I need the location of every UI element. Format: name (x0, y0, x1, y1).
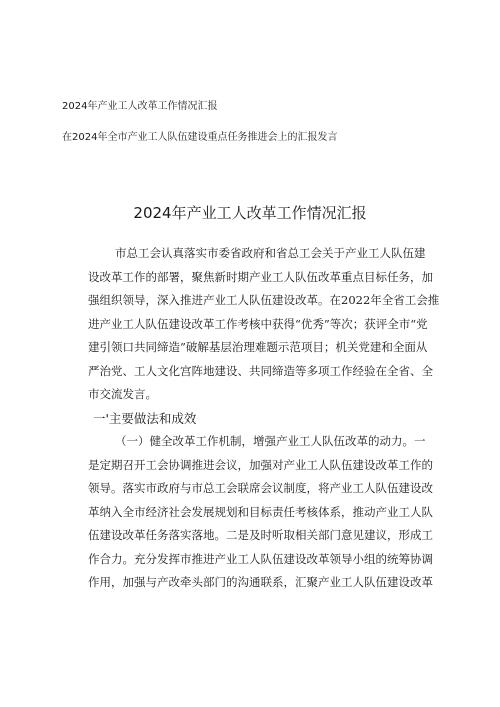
document-body (88, 242, 450, 595)
paragraph-line: 设改革工作的部署，聚焦新时期产业工人队伍改革重点目标任务，加 (88, 269, 433, 284)
paragraph-line: 市交流发言。 (88, 387, 157, 401)
paragraph-line: 伍建设改革任务落实落地。二是及时听取相关部门意见建议，形成工 (88, 528, 433, 542)
section-heading: 一'主要做法和成效 (93, 410, 197, 426)
header-title: 2024年产业工人改革工作情况汇报 (62, 101, 218, 112)
paragraph-line: 是定期召开工会协调推进会议，加强对产业工人队伍建设改革工作的 (88, 457, 433, 472)
paragraph-line: 作用，加强与产改牵头部门的沟通联系，汇聚产业工人队伍建设改革 (88, 575, 433, 589)
paragraph-line: （一）健全改革工作机制，增强产业工人队伍改革的动力。一 (115, 434, 426, 448)
paragraph-line: 领导。落实市政府与市总工会联席会议制度，将产业工人队伍建设改 (88, 481, 433, 495)
paragraph-line: 建引领口共同缔造”破解基层治理难题示范项目；机关党建和全面从 (88, 340, 428, 354)
paragraph-line: 强组织领导，深入推进产业工人队伍建设改革。在2022年全省工会推 (88, 293, 440, 307)
paragraph-line: 市总工会认真落实市委省政府和省总工会关于产业工人队伍建 (115, 246, 426, 260)
paragraph-line: 革纳入全市经济社会发展规划和目标责任考核体系，推动产业工人队 (88, 504, 433, 519)
paragraph-line: 进产业工人队伍建设改革工作考核中获得“优秀”等次；获评全市“党 (88, 316, 428, 331)
paragraph-line: 作合力。充分发挥市推进产业工人队伍建设改革领导小组的统筹协调 (88, 551, 433, 566)
header-subtitle: 在2024年全市产业工人队伍建设重点任务推进会上的汇报发言 (62, 132, 338, 143)
paragraph-line: 严治党、工人文化宫阵地建设、共同缔造等多项工作经验在全省、全 (88, 363, 433, 378)
document-title: 2024年产业工人改革工作情况汇报 (133, 204, 367, 222)
